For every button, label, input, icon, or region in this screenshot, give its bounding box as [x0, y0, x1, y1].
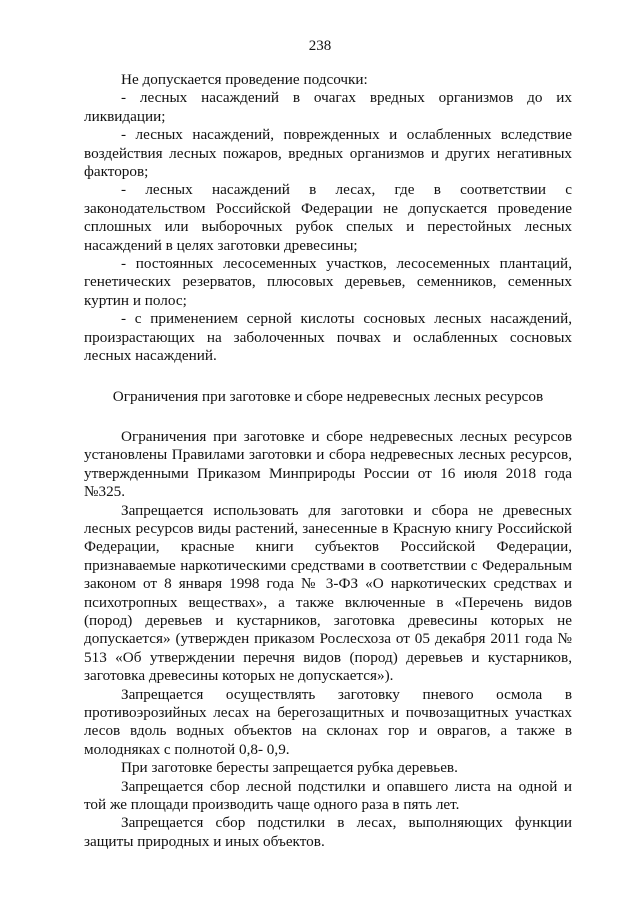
page-number: 238 [308, 38, 332, 54]
list-item: - лесных насаждений в очагах вредных организмов до их ликвидации; [84, 89, 572, 125]
list-item: - лесных насаждений в лесах, где в соответствии с законодательством Российской Федерации не допускается проведение сплошных или выборочных рубок спелых и перестойных лесных насаждений в целях заготовки древесины; [84, 181, 572, 254]
paragraph: Запрещается использовать для заготовки и сбора не древесных лесных ресурсов виды растений, занесенные в Красную книгу Российской Федерации, красные книги субъектов Российской Федерации, признаваемые наркотическими средствами в соответствии с Федеральным законом от 8 января 1998 года № 3-ФЗ «О наркотических средствах и психотропных веществах», а также включенные в «Перечень видов (пород) деревьев и кустарников, заготовка древесины которых не допускается» (утвержден приказом Рослесхоза от 05 декабря 2011 года № 513 «Об утверждении перечня видов (пород) деревьев и кустарников, заготовка древесины которых не допускается»). [84, 501, 572, 685]
paragraph: Ограничения при заготовке и сборе недревесных лесных ресурсов установлены Правилами заготовки и сбора недревесных лесных ресурсов, утвержденными Приказом Минприроды России от 16 июля 2018 года №325. [84, 427, 572, 501]
spacer [84, 406, 572, 428]
paragraph: При заготовке бересты запрещается рубка деревьев. [121, 759, 458, 777]
paragraph: Запрещается осуществлять заготовку пневого осмола в противоэрозийных лесах на берегозащитных и почвозащитных участках лесов вдоль водных объектов на склонах гор и оврагов, а также в молодняках с полнотой 0,8- 0,9. [84, 685, 572, 758]
list-item: - лесных насаждений, поврежденных и ослабленных вследствие воздействия лесных пожаров, вредных организмов и других негативных факторов; [84, 126, 572, 181]
section-heading: Ограничения при заготовке и сборе недревесных лесных ресурсов [112, 387, 544, 405]
subsection-intro: Не допускается проведение подсочки: [121, 71, 368, 88]
paragraph: Запрещается сбор лесной подстилки и опавшего листа на одной и той же площади производить чаще одного раза в пять лет. [84, 777, 572, 814]
spacer [84, 366, 572, 388]
list-item: - постоянных лесосеменных участков, лесосеменных плантаций, генетических резерватов, плюсовых деревьев, семенников, семенных куртин и полос; [84, 255, 572, 309]
page-content [84, 71, 572, 851]
paragraph: Запрещается сбор подстилки в лесах, выполняющих функции защиты природных и иных объектов. [84, 814, 572, 850]
list-item: - с применением серной кислоты сосновых лесных насаждений, произрастающих на заболоченных почвах и ослабленных сосновых лесных насаждений. [84, 310, 572, 365]
